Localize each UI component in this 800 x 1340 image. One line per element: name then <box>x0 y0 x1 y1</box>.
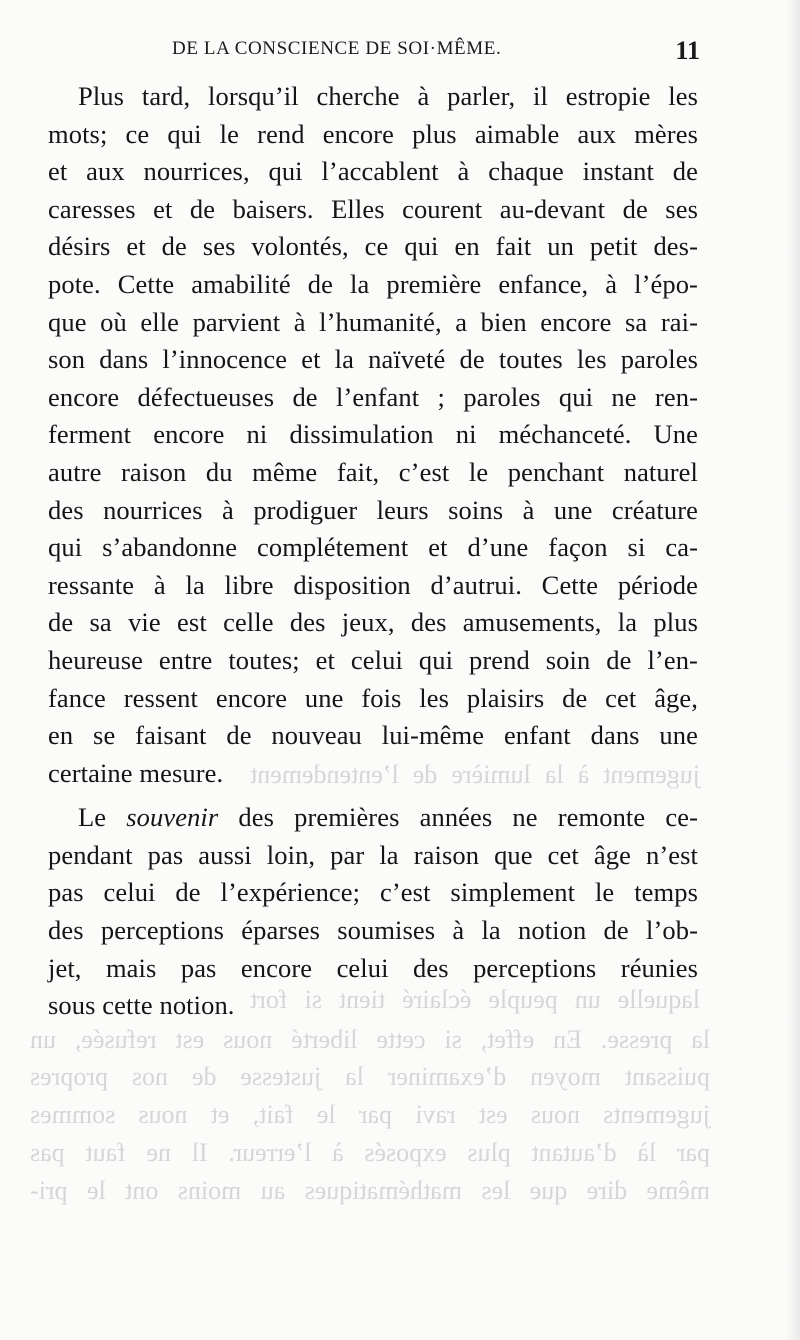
text-line: des perceptions éparses soumises à la notion de l’ob- <box>48 915 698 946</box>
italic-term: souvenir <box>126 802 219 833</box>
page-header <box>172 36 700 70</box>
page-number: 11 <box>675 36 700 65</box>
page-edge-shadow <box>786 0 800 1340</box>
text-line: Plus tard, lorsqu’il cherche à parler, il estropie les <box>78 81 698 111</box>
text-line: que où elle parvient à l’humanité, a bien encore sa rai- <box>48 306 698 337</box>
paragraph <box>48 799 698 1025</box>
text-line: caresses et de baisers. Elles courent au-devant de ses <box>48 193 698 224</box>
bleed-through-line: jugements nous est ravi par le fait, et nous sommes <box>30 1100 710 1129</box>
bleed-through-line: la presse. En effet, si cette liberté nous est refusée, un <box>30 1025 710 1054</box>
text-line: pendant pas aussi loin, par la raison que cet âge n’est <box>48 839 698 870</box>
bleed-through-line: même dire que les mathématiques au moins ont le pri- <box>30 1176 710 1205</box>
text-line: de sa vie est celle des jeux, des amusements, la plus <box>48 607 698 638</box>
text-line: des nourrices à prodiguer leurs soins à une créature <box>48 494 698 525</box>
bleed-through-line: jugement à la lumière de l’entendement <box>250 760 700 789</box>
text-line: sous cette notion. <box>48 990 235 1021</box>
bleed-through-line: puissant moyen d’examiner la justesse de nos propres <box>30 1062 710 1091</box>
text-run: des premières années ne remonte ce- <box>218 802 698 833</box>
text-line: ressante à la libre disposition d’autrui. Cette période <box>48 569 698 600</box>
body-text <box>48 78 698 1025</box>
text-line: fance ressent encore une fois les plaisirs de cet âge, <box>48 682 698 713</box>
text-line: heureuse entre toutes; et celui qui prend soin de l’en- <box>48 644 698 675</box>
text-line: son dans l’innocence et la naïveté de toutes les paroles <box>48 344 698 375</box>
text-line: mots; ce qui le rend encore plus aimable aux mères <box>48 118 698 149</box>
text-line <box>48 799 698 837</box>
text-line: et aux nourrices, qui l’accablent à chaque instant de <box>48 156 698 187</box>
running-head: DE LA CONSCIENCE DE SOI·MÊME. <box>172 38 502 59</box>
paragraph <box>48 78 698 792</box>
text-line: jet, mais pas encore celui des perceptions réunies <box>48 952 698 983</box>
bleed-through-line: par là d’autant plus exposés à l’erreur. Il ne faut pas <box>30 1138 710 1167</box>
text-line: certaine mesure. <box>48 757 224 788</box>
text-line: encore défectueuses de l’enfant ; paroles qui ne ren- <box>48 381 698 412</box>
text-line: pas celui de l’expérience; c’est simplement le temps <box>48 877 698 908</box>
text-line: pote. Cette amabilité de la première enfance, à l’épo- <box>48 268 698 299</box>
text-line: ferment encore ni dissimulation ni méchanceté. Une <box>48 419 698 450</box>
text-line: désirs et de ses volontés, ce qui en fait un petit des- <box>48 231 698 262</box>
text-line: qui s’abandonne complétement et d’une façon si ca- <box>48 532 698 563</box>
text-line: en se faisant de nouveau lui-même enfant dans une <box>48 720 698 751</box>
text-run: Le <box>78 802 127 833</box>
text-line: autre raison du même fait, c’est le penchant naturel <box>48 456 698 487</box>
bleed-through-line: laquelle un peuple éclairé tient si fort <box>250 985 700 1014</box>
